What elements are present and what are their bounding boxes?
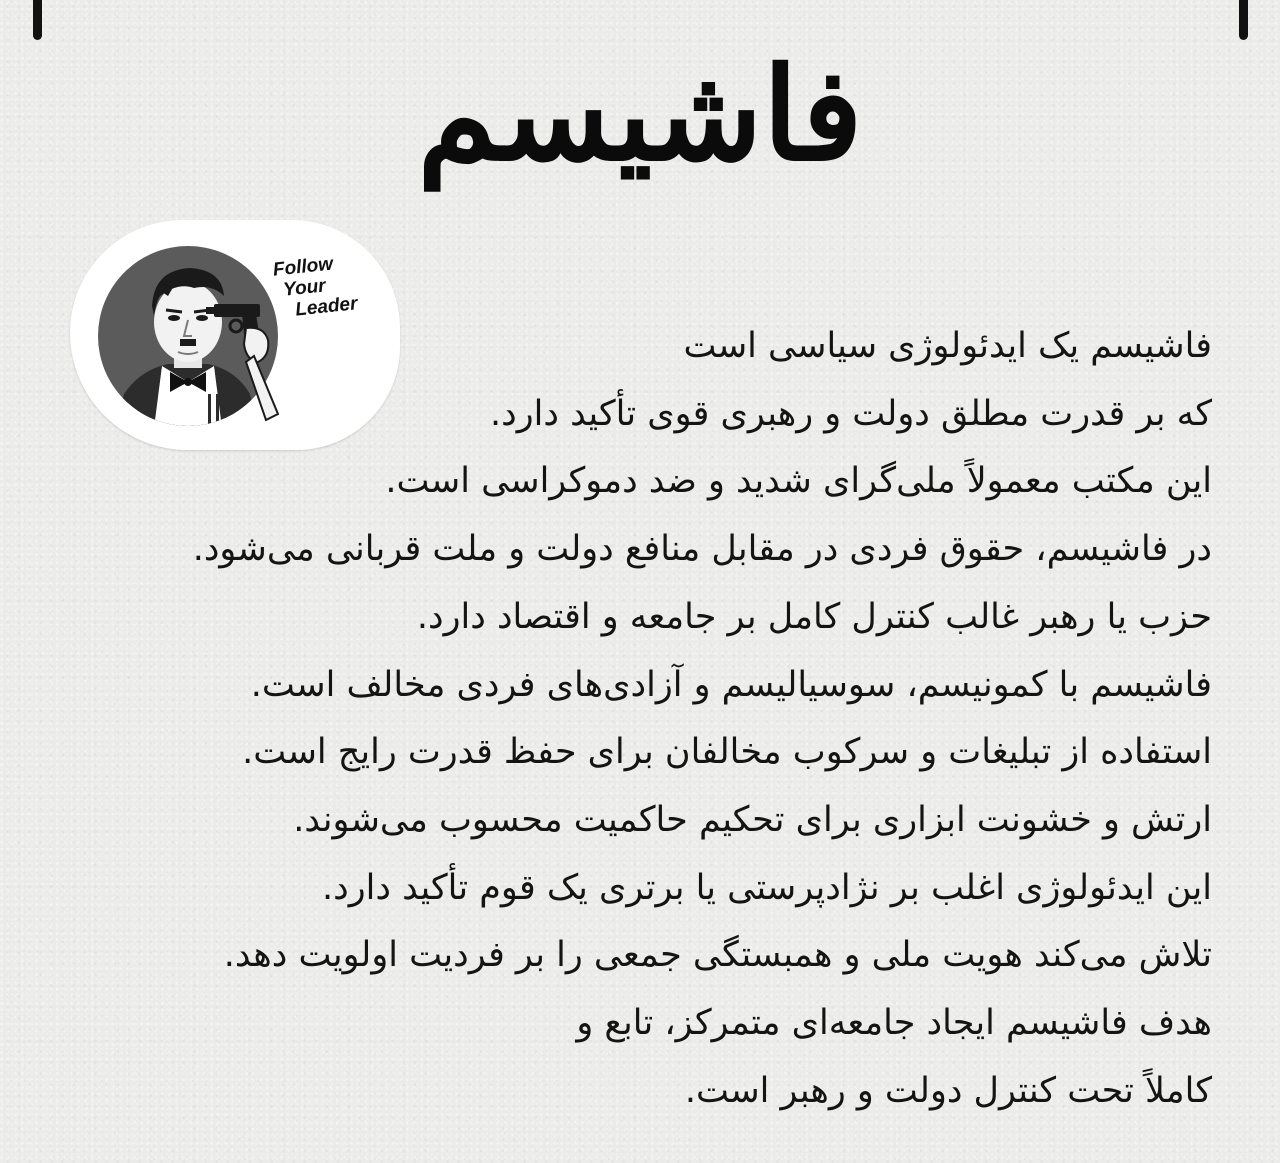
text-line: این ایدئولوژی اغلب بر نژادپرستی یا برتری یک قوم تأکید دارد. bbox=[322, 867, 1212, 908]
text-line: فاشیسم با کمونیسم، سوسیالیسم و آزادی‌های فردی مخالف است. bbox=[250, 664, 1212, 705]
text-line: که بر قدرت مطلق دولت و رهبری قوی تأکید دارد. bbox=[490, 393, 1212, 434]
text-line: ارتش و خشونت ابزاری برای تحکیم حاکمیت محسوب می‌شوند. bbox=[293, 799, 1212, 840]
definition-text bbox=[52, 313, 1212, 1125]
slogan-word-follow: Follow bbox=[271, 253, 335, 281]
binder-ring-left bbox=[33, 0, 42, 40]
binder-ring-right bbox=[1239, 0, 1248, 40]
sticker-slogan bbox=[270, 247, 396, 322]
text-line: تلاش می‌کند هویت ملی و همبستگی جمعی را بر فردیت اولویت دهد. bbox=[223, 935, 1212, 976]
slogan-word-your: Your bbox=[282, 275, 327, 301]
page-title: فاشیسم bbox=[417, 40, 863, 190]
slogan-word-leader: Leader bbox=[294, 293, 359, 321]
text-line: فاشیسم یک ایدئولوژی سیاسی است bbox=[683, 326, 1212, 366]
text-line: در فاشیسم، حقوق فردی در مقابل منافع دولت و ملت قربانی می‌شود. bbox=[192, 529, 1212, 570]
text-line: کاملاً تحت کنترل دولت و رهبر است. bbox=[684, 1070, 1212, 1111]
text-line: استفاده از تبلیغات و سرکوب مخالفان برای حفظ قدرت رایج است. bbox=[242, 732, 1212, 773]
text-line: هدف فاشیسم ایجاد جامعه‌ای متمرکز، تابع و bbox=[576, 1003, 1212, 1044]
text-line: این مکتب معمولاً ملی‌گرای شدید و ضد دموکراسی است. bbox=[385, 461, 1212, 502]
text-line: حزب یا رهبر غالب کنترل کامل بر جامعه و اقتصاد دارد. bbox=[416, 596, 1212, 637]
